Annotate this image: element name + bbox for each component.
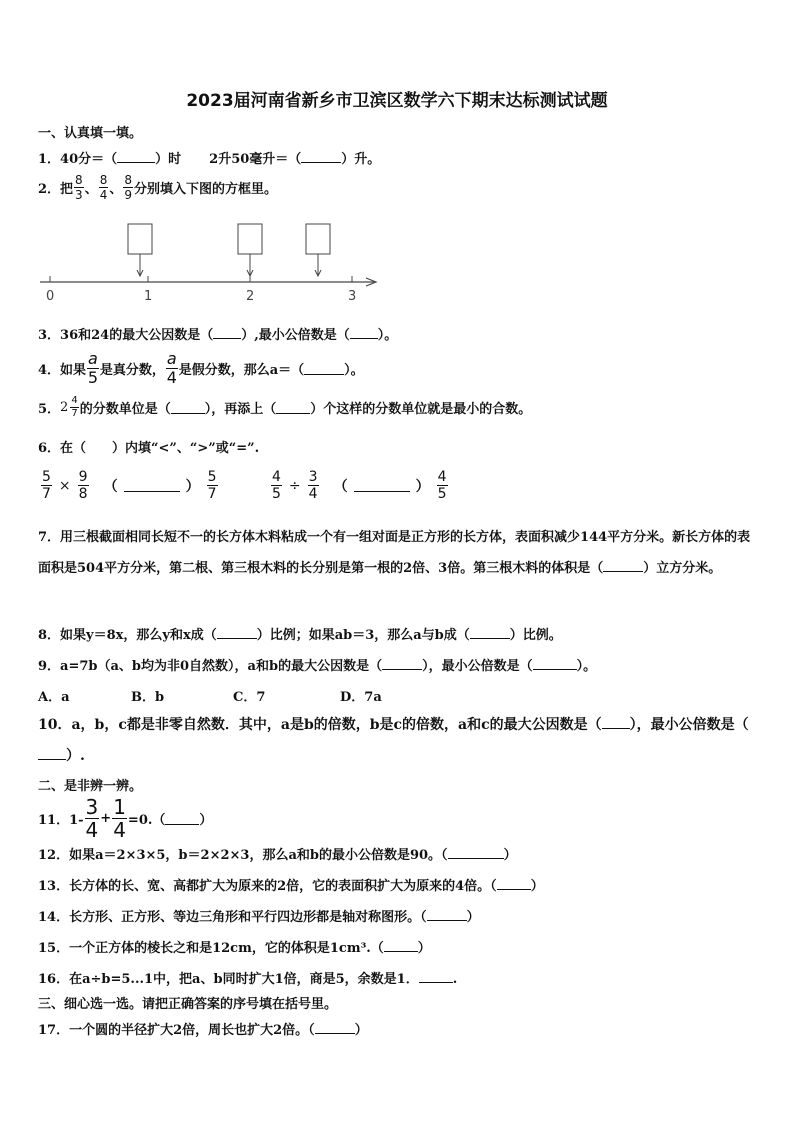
fraction: $\frac{a}{4}$ xyxy=(166,349,177,387)
fraction: $\frac{5}{7}$ xyxy=(207,469,217,502)
option-b[interactable]: B．b xyxy=(131,690,165,705)
axis-label: 0 xyxy=(46,289,55,304)
fraction: $\frac{4}{5}$ xyxy=(272,469,281,502)
question-14: 14．长方形、正方形、等边三角形和平行四边形都是轴对称图形。（ ） xyxy=(38,910,480,925)
answer-blank[interactable] xyxy=(217,626,257,639)
answer-blank[interactable] xyxy=(533,657,577,670)
answer-blank[interactable] xyxy=(470,626,510,639)
axis-label: 3 xyxy=(348,289,357,304)
answer-box[interactable] xyxy=(238,224,262,254)
fraction: $\frac{3}{4}$ xyxy=(308,469,318,502)
option-a[interactable]: A．a xyxy=(38,690,70,705)
question-15: 15．一个正方体的棱长之和是12cm，它的体积是1cm³.（ ） xyxy=(38,941,431,956)
answer-blank[interactable] xyxy=(382,657,422,670)
question-16: 16．在a÷b=5...1中，把a、b同时扩大1倍，商是5，余数是1． . xyxy=(38,972,458,987)
axis-label: 2 xyxy=(246,289,255,304)
question-1: 1．40分＝（ ）时 2升50毫升＝（ ）升。 xyxy=(38,152,381,167)
question-2: 2．把 $\frac{8}{3}$ 、 $\frac{8}{4}$ 、 $\frac{8}{9}$ 分别填入下图的方框里。 xyxy=(38,173,278,202)
section-3-heading: 三、细心选一选。请把正确答案的序号填在括号里。 xyxy=(38,997,338,1012)
axis-label: 1 xyxy=(144,289,153,304)
answer-blank[interactable] xyxy=(602,716,630,729)
answer-blank[interactable] xyxy=(427,908,467,921)
section-1-heading: 一、认真填一填。 xyxy=(38,126,143,141)
question-10: 10．a，b，c都是非零自然数．其中，a是b的倍数，b是c的倍数，a和c的最大公因数是（ ），最小公倍数是（）. xyxy=(38,717,749,764)
mixed-number: 2 $\frac{4}{7}$ xyxy=(60,395,78,419)
fraction: $\frac{8}{3}$ xyxy=(75,173,83,202)
fraction: $\frac{9}{8}$ xyxy=(78,469,88,502)
number-line-figure xyxy=(36,218,386,306)
question-13: 13．长方体的长、宽、高都扩大为原来的2倍，它的表面积扩大为原来的4倍。（ ） xyxy=(38,879,544,894)
answer-blank[interactable] xyxy=(448,846,504,859)
question-8: 8．如果y＝8x，那么y和x成（ ）比例；如果ab＝3，那么a与b成（ ）比例。 xyxy=(38,628,562,643)
answer-box[interactable] xyxy=(128,224,152,254)
question-17: 17．一个圆的半径扩大2倍，周长也扩大2倍。（ ） xyxy=(38,1023,368,1038)
fraction: $\frac{3}{4}$ xyxy=(85,795,99,842)
answer-blank[interactable] xyxy=(213,326,241,339)
answer-blank[interactable] xyxy=(117,150,155,163)
fraction: $\frac{4}{5}$ xyxy=(437,469,447,502)
comparison-left: $\frac{5}{7}$ × $\frac{9}{8}$ （ ） $\frac{5}{7}$ xyxy=(42,469,217,502)
fraction: $\frac{5}{7}$ xyxy=(42,469,51,502)
question-11: 11．1- $\frac{3}{4}$ + $\frac{1}{4}$ =0.（ ） xyxy=(38,795,213,842)
answer-blank[interactable] xyxy=(497,877,531,890)
answer-blank[interactable] xyxy=(354,479,410,492)
question-12: 12．如果a＝2×3×5，b＝2×2×3，那么a和b的最小公倍数是90。（ ） xyxy=(38,848,517,863)
option-c[interactable]: C．7 xyxy=(233,690,266,705)
answer-blank[interactable] xyxy=(301,150,341,163)
answer-blank[interactable] xyxy=(350,326,378,339)
question-9: 9．a=7b（a、b均为非0自然数），a和b的最大公因数是（ ），最小公倍数是（ ）。 xyxy=(38,659,597,674)
answer-blank[interactable] xyxy=(38,747,66,760)
question-4: 4．如果 $\frac{a}{5}$ 是真分数， $\frac{a}{4}$ 是假分数，那么a＝（ ）。 xyxy=(38,349,364,387)
answer-box[interactable] xyxy=(306,224,330,254)
fraction: $\frac{8}{9}$ xyxy=(124,173,132,202)
section-2-heading: 二、是非辨一辨。 xyxy=(38,779,143,794)
comparison-right: $\frac{4}{5}$ ÷ $\frac{3}{4}$ （ ） $\frac{4}{5}$ xyxy=(272,469,447,502)
question-5: 5． 2 $\frac{4}{7}$ 的分数单位是（ ），再添上（ ）个这样的分数单位就是最小的合数。 xyxy=(38,395,532,419)
question-7: 7．用三根截面相同长短不一的长方体木料粘成一个有一组对面是正方形的长方体，表面积减少144平方分米。新长方体的表面积是504平方分米，第二根、第三根木料的长分别是第一根的2倍、3倍。第三根木料的体积是（ ）立方分米。 xyxy=(38,530,751,576)
question-6: 6．在（ ）内填“<”、“>”或“=”. xyxy=(38,441,260,456)
fraction: $\frac{8}{4}$ xyxy=(99,173,108,202)
answer-blank[interactable] xyxy=(171,401,205,414)
answer-blank[interactable] xyxy=(419,970,453,983)
answer-blank[interactable] xyxy=(276,401,310,414)
option-d[interactable]: D．7a xyxy=(340,690,382,705)
fraction: $\frac{1}{4}$ xyxy=(113,795,126,842)
answer-blank[interactable] xyxy=(384,939,418,952)
page-title: 2023届河南省新乡市卫滨区数学六下期末达标测试试题 xyxy=(186,91,608,111)
answer-blank[interactable] xyxy=(165,812,199,825)
answer-blank[interactable] xyxy=(315,1021,355,1034)
answer-blank[interactable] xyxy=(603,559,643,572)
question-3: 3．36和24的最大公因数是（ ）,最小公倍数是（ ）。 xyxy=(38,328,398,343)
answer-blank[interactable] xyxy=(124,479,180,492)
answer-blank[interactable] xyxy=(304,362,344,375)
fraction: $\frac{a}{5}$ xyxy=(87,349,99,387)
